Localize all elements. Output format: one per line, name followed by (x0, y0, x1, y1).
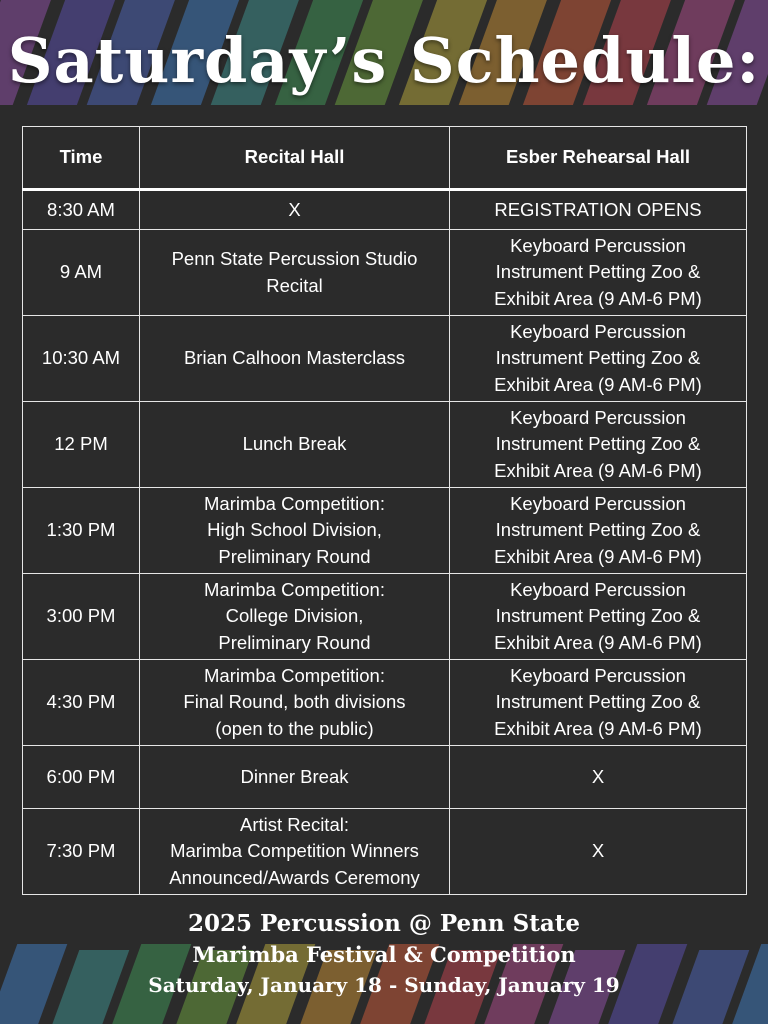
cell-line: Recital (266, 274, 323, 296)
cell-line: High School Division, (207, 519, 382, 541)
time-cell: 9 AM (23, 230, 140, 316)
table-row (23, 402, 747, 488)
header-row (23, 127, 747, 190)
table-row (23, 574, 747, 660)
esber-hall-cell (450, 230, 747, 316)
cell-line: Penn State Percussion Studio (171, 248, 418, 269)
cell-line: X (591, 840, 605, 862)
event-footer (0, 908, 768, 1001)
recital-hall-cell (140, 190, 450, 230)
cell-line: Announced/Awards Ceremony (169, 866, 420, 888)
table-row (23, 190, 747, 230)
recital-hall-cell (140, 809, 450, 895)
table-row (23, 488, 747, 574)
header-recital-hall: Recital Hall (140, 127, 450, 190)
esber-hall-cell (450, 190, 747, 230)
cell-line: Artist Recital: (240, 813, 349, 835)
cell-line: X (591, 765, 605, 787)
esber-hall-cell (450, 809, 747, 895)
recital-hall-cell (140, 746, 450, 809)
cell-line: Marimba Competition Winners (170, 840, 419, 862)
esber-hall-cell (450, 402, 747, 488)
header-esber-rehearsal-hall: Esber Rehearsal Hall (450, 127, 747, 190)
recital-hall-cell (140, 402, 450, 488)
time-cell: 4:30 PM (23, 660, 140, 746)
recital-hall-cell (140, 488, 450, 574)
recital-hall-cell (140, 574, 450, 660)
table-row (23, 746, 747, 809)
esber-hall-cell (450, 660, 747, 746)
time-cell: 7:30 PM (23, 809, 140, 895)
cell-line: X (288, 198, 301, 220)
footer-festival-name: Marimba Festival & Competition (192, 942, 576, 967)
esber-hall-cell (450, 488, 747, 574)
cell-line: Exhibit Area (9 AM-6 PM) (494, 717, 702, 739)
cell-line: Dinner Break (240, 765, 349, 787)
cell-line: Lunch Break (242, 433, 347, 455)
esber-hall-cell (450, 316, 747, 402)
time-cell: 3:00 PM (23, 574, 140, 660)
cell-line: Exhibit Area (9 AM-6 PM) (494, 373, 702, 395)
cell-line: Brian Calhoon Masterclass (183, 347, 406, 369)
cell-line: Instrument Petting Zoo & (495, 433, 701, 455)
cell-line: Keyboard Percussion (510, 234, 686, 256)
cell-line: Preliminary Round (218, 545, 371, 567)
cell-line: Keyboard Percussion (510, 406, 686, 428)
header-time: Time (23, 127, 140, 190)
table-row (23, 230, 747, 316)
cell-line: Exhibit Area (9 AM-6 PM) (494, 545, 702, 567)
time-cell: 6:00 PM (23, 746, 140, 809)
cell-line: College Division, (225, 605, 364, 627)
cell-line: Preliminary Round (218, 631, 371, 653)
cell-line: Instrument Petting Zoo & (495, 261, 701, 283)
footer-event-name: 2025 Percussion @ Penn State (187, 910, 581, 937)
time-cell: 12 PM (23, 402, 140, 488)
recital-hall-cell (140, 660, 450, 746)
cell-line: REGISTRATION OPENS (494, 198, 702, 220)
cell-line: Keyboard Percussion (510, 664, 686, 686)
cell-line: Keyboard Percussion (510, 578, 686, 600)
table-row (23, 316, 747, 402)
cell-line: Marimba Competition: (204, 492, 385, 514)
cell-line: Keyboard Percussion (510, 492, 686, 514)
page-title: Saturday’s Schedule: (7, 24, 761, 97)
time-cell: 10:30 AM (23, 316, 140, 402)
esber-hall-cell (450, 574, 747, 660)
time-cell: 8:30 AM (23, 190, 140, 230)
cell-line: Exhibit Area (9 AM-6 PM) (494, 631, 702, 653)
cell-line: Exhibit Area (9 AM-6 PM) (494, 459, 702, 481)
cell-line: Final Round, both divisions (183, 691, 406, 713)
cell-line: Keyboard Percussion (510, 320, 686, 342)
cell-line: Instrument Petting Zoo & (495, 691, 701, 713)
cell-line: Marimba Competition: (204, 578, 385, 600)
cell-line: Instrument Petting Zoo & (495, 347, 701, 369)
cell-line: Marimba Competition: (204, 664, 385, 686)
cell-line: Instrument Petting Zoo & (495, 519, 701, 541)
recital-hall-cell (140, 316, 450, 402)
esber-hall-cell (450, 746, 747, 809)
table-row (23, 809, 747, 895)
cell-line: (open to the public) (215, 717, 374, 739)
cell-line: Exhibit Area (9 AM-6 PM) (494, 287, 702, 309)
recital-hall-cell (140, 230, 450, 316)
time-cell: 1:30 PM (23, 488, 140, 574)
table-row (23, 660, 747, 746)
footer-dates: Saturday, January 18 - Sunday, January 19 (148, 973, 620, 997)
schedule-table (22, 126, 747, 895)
cell-line: Instrument Petting Zoo & (495, 605, 701, 627)
